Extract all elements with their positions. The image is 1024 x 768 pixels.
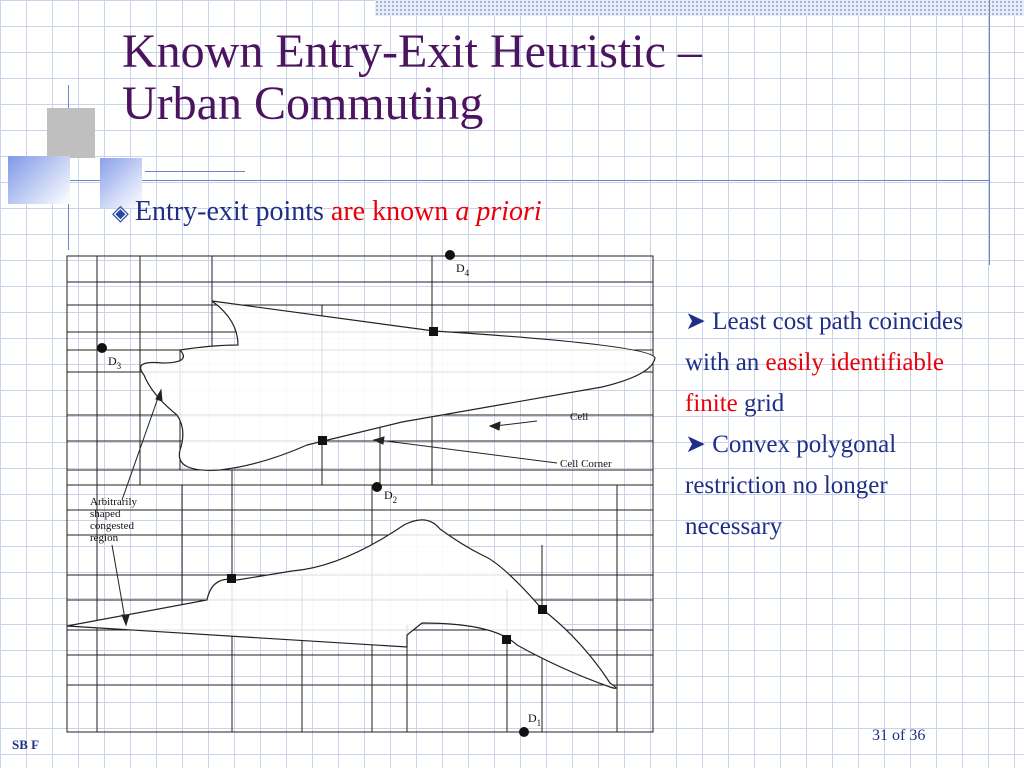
- congested-region-lower: [67, 520, 616, 688]
- note-1-text-b: easily identifiable finite: [685, 349, 944, 417]
- decoration-square: [47, 108, 95, 158]
- note-item-1: [685, 301, 985, 424]
- label-arrow: [112, 545, 125, 619]
- title-line-1: Known Entry-Exit Heuristic –: [122, 25, 702, 78]
- main-bullet: [112, 196, 542, 228]
- label-arrow: [495, 421, 537, 426]
- notes-panel: [685, 301, 985, 547]
- cell-corner-marker: [318, 436, 327, 445]
- arrowhead-bullet-icon: ➤: [685, 308, 706, 335]
- bullet-text-3: a priori: [455, 196, 542, 227]
- point-d2-marker: [372, 482, 382, 492]
- slide-title: [122, 26, 962, 130]
- cell-corner-label: Cell Corner: [560, 458, 612, 470]
- note-item-2: [685, 424, 985, 547]
- bullet-text-2: are known: [330, 196, 456, 227]
- title-line-2: Urban Commuting: [122, 77, 484, 130]
- label-arrow: [378, 440, 557, 463]
- note-1-text-a: Least cost path coincides with an: [685, 308, 963, 376]
- region-label-line-1: Arbitrarily: [90, 496, 138, 508]
- point-label-d3: $D_3$: [108, 354, 122, 371]
- page-number: 31 of 36: [872, 727, 926, 744]
- cell-corner-marker: [227, 574, 236, 583]
- arrowhead-icon: [490, 422, 500, 430]
- arrowhead-icon: [374, 437, 384, 444]
- cell-corner-marker: [429, 327, 438, 336]
- top-decoration-band: [375, 0, 1024, 16]
- decoration-rule: [145, 171, 245, 172]
- region-label-line-4: region: [90, 532, 119, 544]
- cell-label: Cell: [570, 411, 589, 423]
- diamond-bullet-icon: ◈: [112, 200, 129, 225]
- cell-corner-marker: [538, 605, 547, 614]
- note-2-text: Convex polygonal restriction no longer necessary: [685, 431, 897, 540]
- decoration-rule: [989, 0, 990, 265]
- decoration-rule: [60, 180, 990, 181]
- point-label-d1: $D_1$: [528, 711, 542, 728]
- point-d4-marker: [445, 250, 455, 260]
- point-label-d4: $D_4$: [456, 261, 470, 278]
- point-d1-marker: [519, 727, 529, 737]
- footer-label: SB F: [12, 737, 40, 752]
- note-1-text-c: grid: [737, 390, 785, 417]
- bullet-text-1: Entry-exit points: [134, 196, 331, 227]
- region-label-line-3: congested: [90, 520, 134, 532]
- decoration-square: [8, 156, 70, 204]
- congested-region-upper: [141, 301, 655, 470]
- grid-diagram: [62, 245, 667, 740]
- region-label-line-2: shaped: [90, 508, 121, 520]
- arrowhead-bullet-icon: ➤: [685, 431, 706, 458]
- point-label-d2: $D_2$: [384, 488, 398, 505]
- point-d3-marker: [97, 343, 107, 353]
- cell-corner-marker: [502, 635, 511, 644]
